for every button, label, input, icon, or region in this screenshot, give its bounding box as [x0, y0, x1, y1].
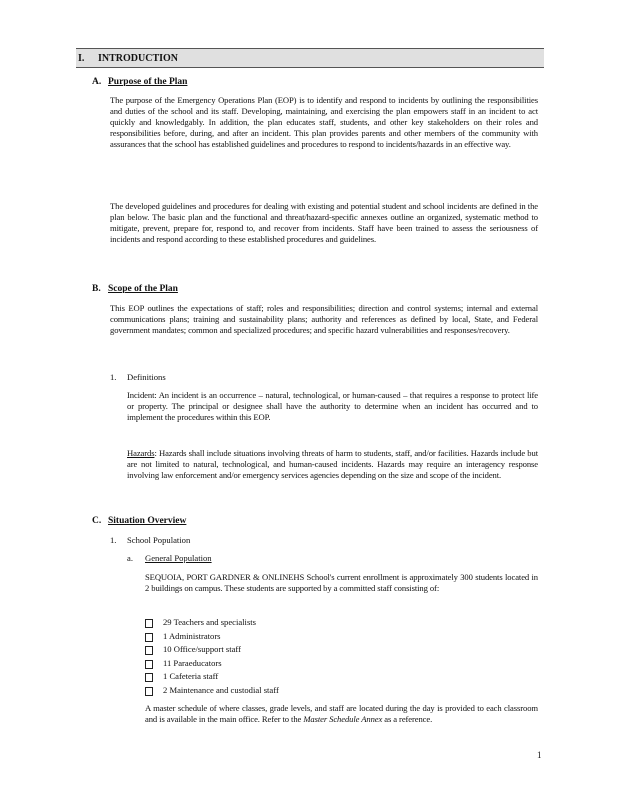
subsection-heading-situation [92, 516, 186, 527]
subsection-heading-scope [92, 284, 178, 295]
staff-entry: 1 Cafeteria staff [163, 671, 219, 681]
hazards-text: : Hazards shall include situations involving threats of harm to students, staff, and/or facilities. Hazards include but are not limited to natural, technological, and human-caused incidents. Hazards may require an interagency response involving law enforcement and/or emergency services agencies depending on the size and scope of the incident. [127, 448, 538, 480]
subsection-letter: B. [92, 284, 101, 294]
definitions-heading [110, 372, 166, 383]
definitions-number: 1. [110, 372, 117, 382]
staff-entry: 29 Teachers and specialists [163, 617, 257, 627]
list-item [145, 644, 279, 658]
section-title: INTRODUCTION [98, 53, 179, 64]
general-population-heading [127, 553, 212, 564]
scope-paragraph: This EOP outlines the expectations of staff; roles and responsibilities; direction and control systems; internal and external communications plans; training and sustainability plans; authority and references as defined by local, State, and Federal government mandates; common and specialized procedures; and specific hazard vulnerabilities and responses/recovery. [110, 303, 538, 335]
staff-entry: 10 Office/support staff [163, 644, 241, 654]
school-population-number: 1. [110, 535, 117, 545]
staff-entry: 2 Maintenance and custodial staff [163, 684, 279, 695]
checkbox-bullet-icon [145, 687, 153, 696]
list-item [145, 658, 279, 672]
schedule-text-end: as a reference. [384, 714, 433, 724]
school-population-title: School Population [127, 535, 191, 545]
list-item [145, 671, 279, 685]
staff-list [145, 617, 279, 698]
checkbox-bullet-icon [145, 619, 153, 628]
master-schedule-paragraph [145, 703, 538, 725]
hazards-definition [127, 448, 538, 481]
school-population-heading [110, 535, 190, 546]
purpose-paragraph-1: The purpose of the Emergency Operations Plan (EOP) is to identify and respond to incidents by outlining the responsibilities and duties of the school and its staff. Developing, maintaining, and exercising the plan empowers staff in an incident to act quickly and knowledgably. In addition, the plan educates staff, students, and other key stakeholders on their roles and responsibilities before, during, and after an incident. This plan provides parents and other members of the community with assurances that the school has established guidelines and procedures to respond to incidents/hazards in an effective way. [110, 95, 538, 149]
staff-entry: 11 Paraeducators [163, 657, 222, 668]
section-number: I. [78, 53, 85, 64]
list-item [145, 631, 279, 645]
list-item [145, 685, 279, 699]
checkbox-bullet-icon [145, 646, 153, 655]
general-population-paragraph: SEQUOIA, PORT GARDNER & ONLINEHS School's current enrollment is approximately 300 students located in 2 buildings on campus. These students are supported by a committed staff consisting of: [145, 572, 538, 593]
master-schedule-annex-reference: Master Schedule Annex [303, 714, 383, 724]
purpose-paragraph-2: The developed guidelines and procedures for dealing with existing and potential student and school incidents are defined in the plan below. The basic plan and the functional and threat/hazard-specific annexes outline an organized, systematic method to mitigate, prevent, prepare for, respond to, and recover from incidents. Staff have been trained to assess the seriousness of incidents and respond according to these established procedures and guidelines. [110, 201, 538, 244]
staff-entry: 1 Administrators [163, 630, 221, 641]
hazards-term: Hazards [127, 448, 155, 458]
general-population-title: General Population [145, 553, 212, 563]
subsection-letter: A. [92, 77, 102, 87]
subsection-letter: C. [92, 516, 102, 526]
page-number: 1 [537, 750, 542, 760]
general-population-letter: a. [127, 553, 133, 563]
incident-definition [127, 390, 538, 423]
subsection-title: Scope of the Plan [108, 284, 178, 294]
definitions-title: Definitions [127, 372, 166, 382]
incident-term: Incident [127, 390, 155, 400]
subsection-heading-purpose [92, 77, 187, 88]
checkbox-bullet-icon [145, 633, 153, 642]
schedule-text: A master schedule of where classes, grade levels, and staff are located during the day is provided to each classroom and is available in the main office. Refer to the [145, 703, 538, 724]
section-heading-bar [76, 48, 544, 68]
subsection-title: Purpose of the Plan [108, 77, 188, 87]
checkbox-bullet-icon [145, 673, 153, 682]
checkbox-bullet-icon [145, 660, 153, 669]
list-item [145, 617, 279, 631]
incident-text: : An incident is an occurrence – natural, technological, or human-caused – that requires a response to protect life or property. The principal or designee shall have the authority to determine when an incident has occurred and to implement the procedures within this EOP. [127, 390, 538, 422]
subsection-title: Situation Overview [108, 516, 187, 526]
